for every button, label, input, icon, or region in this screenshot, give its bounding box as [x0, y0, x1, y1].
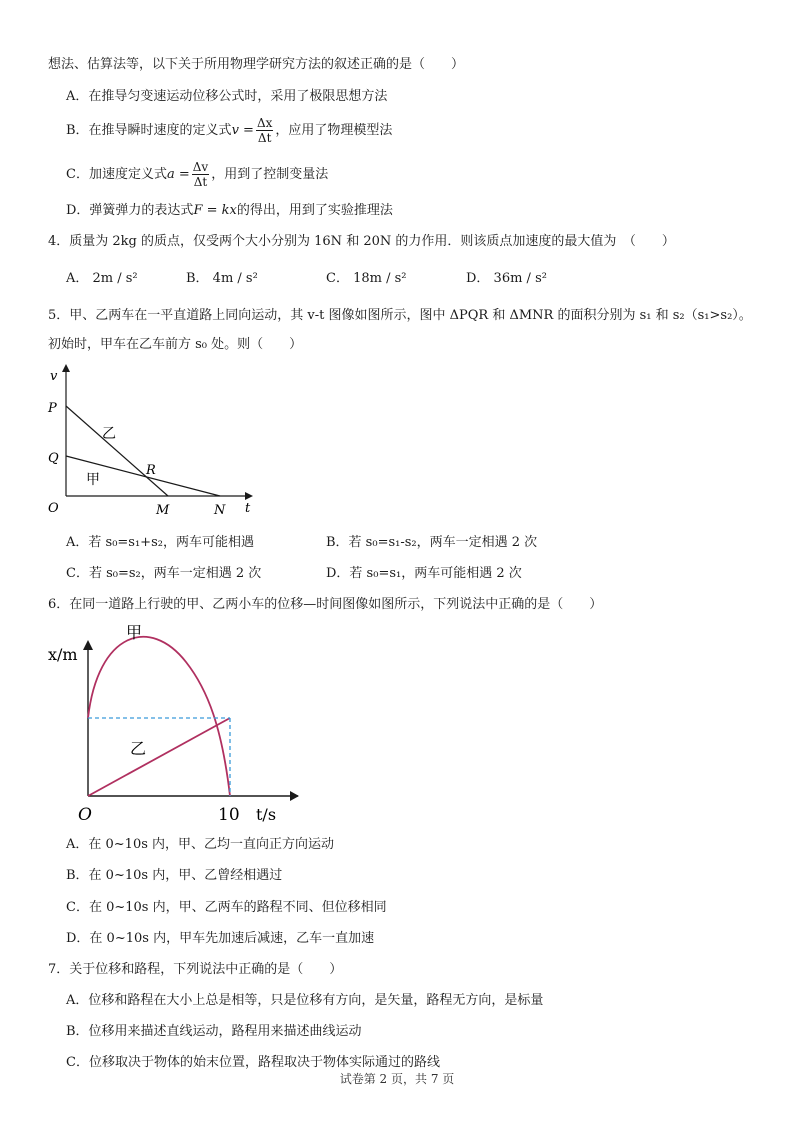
- label-O: O: [78, 805, 92, 825]
- q4-option-d: D． 36m / s²: [466, 271, 547, 286]
- q6-option-c: C．在 0~10s 内，甲、乙两车的路程不同、但位移相同: [66, 900, 387, 915]
- t-axis-arrow: [290, 791, 299, 801]
- q3-option-c: C．加速度定义式a = $\frac{\Delta v}{\Delta t}$ ，用到了控制变量法: [66, 160, 329, 189]
- q3-option-d: D．弹簧弹力的表达式F = kx的得出，用到了实验推理法: [66, 203, 393, 218]
- q3-stem: 想法、估算法等，以下关于所用物理学研究方法的叙述正确的是（ ）: [48, 57, 465, 72]
- q5-option-c: C．若 s₀=s₂，两车一定相遇 2 次: [66, 566, 262, 581]
- q6-stem: 6．在同一道路上行驶的甲、乙两小车的位移—时间图像如图所示，下列说法中正确的是（ ）: [48, 597, 603, 612]
- q5-option-d: D．若 s₀=s₁，两车可能相遇 2 次: [326, 566, 522, 581]
- q5-stem-line1: 5．甲、乙两车在一平直道路上同向运动，其 v-t 图像如图所示，图中 ΔPQR 和 ΔMNR 的面积分别为 s₁ 和 s₂（s₁>s₂）。: [48, 308, 752, 323]
- q3-option-b: B．在推导瞬时速度的定义式v = $\frac{\Delta x}{\Delta t}$ ，应用了物理模型法: [66, 116, 393, 145]
- curve-jia: [88, 637, 230, 796]
- q6-option-a: A．在 0~10s 内，甲、乙均一直向正方向运动: [66, 837, 335, 852]
- line-yi: [66, 406, 168, 496]
- label-O: O: [48, 501, 59, 516]
- v-axis-arrow: [62, 364, 70, 372]
- line-yi: [88, 718, 230, 796]
- q4-option-c: C． 18m / s²: [326, 271, 407, 286]
- label-P: P: [48, 401, 57, 416]
- q4-option-b: B． 4m / s²: [186, 271, 258, 286]
- t-axis-arrow: [245, 492, 253, 500]
- fraction: $\frac{\Delta x}{\Delta t}$: [256, 116, 273, 145]
- label-yi: 乙: [102, 426, 116, 442]
- label-jia: 甲: [86, 472, 100, 488]
- q5-option-b: B．若 s₀=s₁-s₂，两车一定相遇 2 次: [326, 535, 538, 550]
- q5-option-a: A．若 s₀=s₁+s₂，两车可能相遇: [66, 535, 254, 550]
- q5-stem-line2: 初始时，甲车在乙车前方 s₀ 处。则（ ）: [48, 337, 303, 352]
- fraction: $\frac{\Delta v}{\Delta t}$: [192, 160, 209, 189]
- q7-option-b: B．位移用来描述直线运动，路程用来描述曲线运动: [66, 1024, 362, 1039]
- label-jia: 甲: [126, 623, 143, 642]
- label-R: R: [146, 463, 156, 478]
- label-Q: Q: [48, 451, 59, 466]
- label-t: t/s: [256, 805, 277, 824]
- label-10: 10: [218, 805, 240, 825]
- xt-graph: [40, 620, 300, 830]
- q7-option-a: A．位移和路程在大小上总是相等，只是位移有方向，是矢量，路程无方向，是标量: [66, 993, 544, 1008]
- label-N: N: [214, 503, 226, 518]
- label-v: v: [50, 369, 58, 384]
- x-axis-arrow: [83, 640, 93, 650]
- vt-graph: [40, 362, 260, 522]
- q3-option-a: A．在推导匀变速运动位移公式时，采用了极限思想方法: [66, 89, 388, 104]
- page-footer: 试卷第 2 页，共 7 页: [339, 1072, 455, 1086]
- q6-option-d: D．在 0~10s 内，甲车先加速后减速，乙车一直加速: [66, 931, 375, 946]
- q7-stem: 7．关于位移和路程，下列说法中正确的是（ ）: [48, 962, 343, 977]
- q4-option-a: A． 2m / s²: [66, 271, 138, 286]
- q6-option-b: B．在 0~10s 内，甲、乙曾经相遇过: [66, 868, 283, 883]
- q7-option-c: C．位移取决于物体的始末位置，路程取决于物体实际通过的路线: [66, 1055, 440, 1070]
- q4-stem: 4．质量为 2kg 的质点，仅受两个大小分别为 16N 和 20N 的力作用．则该质点加速度的最大值为 （ ）: [48, 234, 675, 249]
- label-x: x/m: [48, 645, 78, 664]
- label-yi: 乙: [130, 739, 147, 758]
- label-M: M: [156, 503, 170, 518]
- label-t: t: [245, 501, 251, 516]
